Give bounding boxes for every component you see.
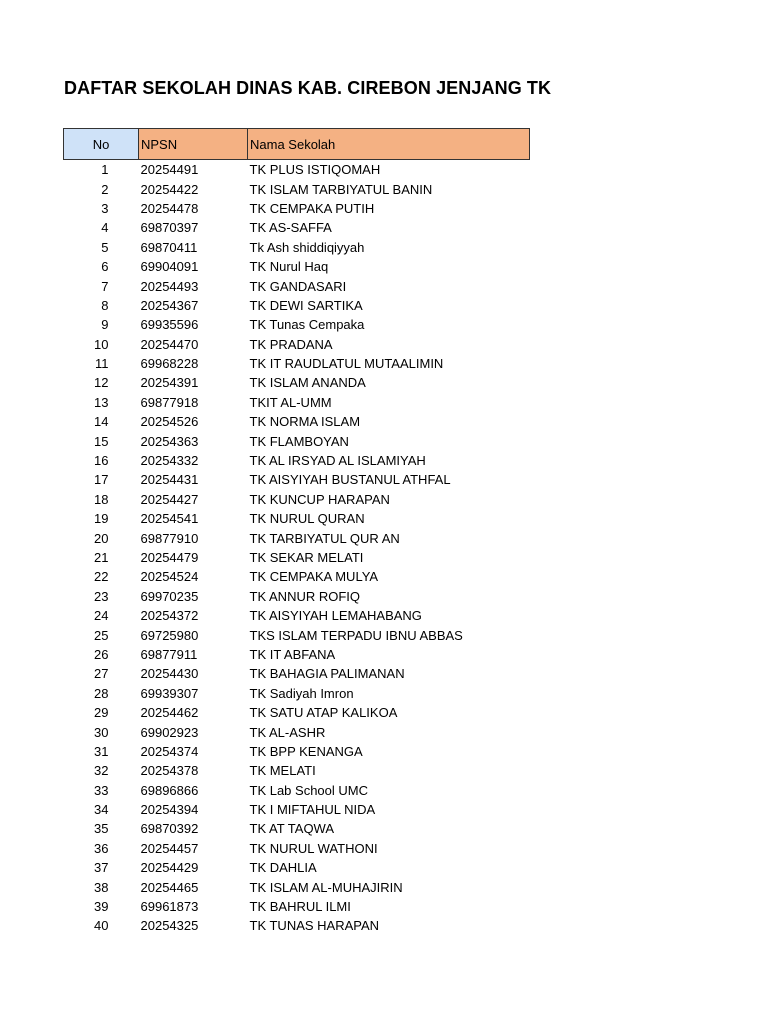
row-number: 30 <box>94 724 109 740</box>
row-number: 7 <box>101 278 109 294</box>
table-row <box>64 877 530 896</box>
school-table <box>63 128 530 936</box>
row-npsn: 69968228 <box>140 356 199 372</box>
table-row <box>64 839 530 858</box>
row-npsn: 69896866 <box>140 782 199 798</box>
row-number: 39 <box>94 899 109 915</box>
row-number: 34 <box>94 802 109 818</box>
row-school-name: TK PLUS ISTIQOMAH <box>249 162 381 178</box>
row-school-name: TK MELATI <box>249 763 316 779</box>
row-number: 6 <box>101 259 109 275</box>
row-number: 27 <box>94 666 109 682</box>
row-school-name: Tk Ash shiddiqiyyah <box>249 239 365 255</box>
row-school-name: TK NURUL QURAN <box>249 511 365 527</box>
row-npsn: 69870392 <box>140 821 199 837</box>
table-row <box>64 548 530 567</box>
row-number: 13 <box>94 394 109 410</box>
row-number: 23 <box>94 588 109 604</box>
table-row <box>64 761 530 780</box>
table-row <box>64 199 530 218</box>
row-npsn: 20254378 <box>140 763 199 779</box>
row-npsn: 69877918 <box>140 394 199 410</box>
row-school-name: TK KUNCUP HARAPAN <box>249 491 390 507</box>
table-row <box>64 645 530 664</box>
table-row <box>64 664 530 683</box>
row-school-name: TK NURUL WATHONI <box>249 840 378 856</box>
table-row <box>64 412 530 431</box>
row-school-name: TK ISLAM TARBIYATUL BANIN <box>249 181 433 197</box>
table-row <box>64 335 530 354</box>
row-number: 33 <box>94 782 109 798</box>
row-number: 12 <box>94 375 109 391</box>
table-row <box>64 373 530 392</box>
table-row <box>64 276 530 295</box>
row-npsn: 20254493 <box>140 278 199 294</box>
row-school-name: TK Sadiyah Imron <box>249 685 354 701</box>
row-npsn: 69961873 <box>140 899 199 915</box>
document-title: DAFTAR SEKOLAH DINAS KAB. CIREBON JENJANG TK <box>64 78 552 98</box>
row-school-name: TK AT TAQWA <box>249 821 335 837</box>
row-number: 40 <box>94 918 109 934</box>
row-number: 37 <box>94 860 109 876</box>
table-row <box>64 238 530 257</box>
table-row <box>64 218 530 237</box>
row-school-name: TKS ISLAM TERPADU IBNU ABBAS <box>249 627 463 643</box>
table-row <box>64 703 530 722</box>
row-npsn: 20254462 <box>140 705 199 721</box>
row-school-name: TK Nurul Haq <box>249 259 329 275</box>
header-row <box>64 129 530 160</box>
table-row <box>64 858 530 877</box>
row-number: 18 <box>94 491 109 507</box>
row-number: 9 <box>101 317 109 333</box>
row-npsn: 20254470 <box>140 336 199 352</box>
table-row <box>64 354 530 373</box>
row-npsn: 20254422 <box>140 181 199 197</box>
row-npsn: 69870397 <box>140 220 199 236</box>
header-no: No <box>64 129 139 160</box>
row-school-name: TK IT RAUDLATUL MUTAALIMIN <box>249 356 444 372</box>
row-school-name: TK BAHAGIA PALIMANAN <box>249 666 405 682</box>
row-school-name: TK CEMPAKA MULYA <box>249 569 379 585</box>
row-npsn: 69935596 <box>140 317 199 333</box>
row-number: 24 <box>94 608 109 624</box>
row-number: 2 <box>101 181 109 197</box>
row-npsn: 20254332 <box>140 453 199 469</box>
table-row <box>64 451 530 470</box>
row-school-name: TK DEWI SARTIKA <box>249 297 363 313</box>
row-number: 10 <box>94 336 109 352</box>
row-school-name: TK AISYIYAH LEMAHABANG <box>249 608 422 624</box>
row-school-name: TK ANNUR ROFIQ <box>249 588 361 604</box>
row-number: 35 <box>94 821 109 837</box>
row-school-name: TK Lab School UMC <box>249 782 368 798</box>
row-school-name: TK DAHLIA <box>249 860 317 876</box>
table-row <box>64 606 530 625</box>
row-school-name: TK I MIFTAHUL NIDA <box>249 802 376 818</box>
table-row <box>64 257 530 276</box>
row-npsn: 69870411 <box>140 239 198 255</box>
table-header <box>64 129 530 160</box>
table-row <box>64 490 530 509</box>
table-row <box>64 315 530 334</box>
table-row <box>64 722 530 741</box>
table-row <box>64 528 530 547</box>
row-number: 31 <box>94 743 109 759</box>
table-body <box>64 160 530 936</box>
row-number: 20 <box>94 530 109 546</box>
row-school-name: TK PRADANA <box>249 336 333 352</box>
row-npsn: 69970235 <box>140 588 199 604</box>
table-row <box>64 470 530 489</box>
table-row <box>64 684 530 703</box>
table-row <box>64 509 530 528</box>
row-npsn: 20254524 <box>140 569 199 585</box>
row-npsn: 20254431 <box>140 472 199 488</box>
row-number: 29 <box>94 705 109 721</box>
table-row <box>64 819 530 838</box>
row-number: 38 <box>94 879 109 895</box>
row-school-name: TK FLAMBOYAN <box>249 433 349 449</box>
row-school-name: TK NORMA ISLAM <box>249 414 361 430</box>
row-npsn: 20254491 <box>140 162 199 178</box>
table-row <box>64 587 530 606</box>
row-npsn: 20254391 <box>140 375 199 391</box>
table-row <box>64 916 530 935</box>
row-number: 26 <box>94 646 109 662</box>
row-number: 22 <box>94 569 109 585</box>
row-npsn: 20254325 <box>140 918 199 934</box>
row-number: 4 <box>101 220 109 236</box>
table-row <box>64 742 530 761</box>
row-npsn: 20254430 <box>140 666 199 682</box>
row-number: 36 <box>94 840 109 856</box>
row-number: 21 <box>94 550 109 565</box>
table-row <box>64 160 530 180</box>
row-school-name: TK IT ABFANA <box>249 646 336 662</box>
table-row <box>64 393 530 412</box>
row-npsn: 20254427 <box>140 491 199 507</box>
row-npsn: 20254429 <box>140 860 199 876</box>
table-row <box>64 296 530 315</box>
row-number: 1 <box>101 162 109 178</box>
header-npsn: NPSN <box>139 129 248 160</box>
row-school-name: TKIT AL-UMM <box>249 394 332 410</box>
row-school-name: TK AL IRSYAD AL ISLAMIYAH <box>249 453 426 469</box>
table-row <box>64 897 530 916</box>
row-npsn: 69902923 <box>140 724 199 740</box>
row-school-name: TK TARBIYATUL QUR AN <box>249 530 400 546</box>
row-school-name: TK ISLAM AL-MUHAJIRIN <box>249 879 403 895</box>
row-npsn: 69904091 <box>140 259 199 275</box>
row-number: 25 <box>94 627 109 643</box>
row-npsn: 20254372 <box>140 608 199 624</box>
row-npsn: 69877910 <box>140 530 199 546</box>
table-row <box>64 179 530 198</box>
row-number: 15 <box>94 433 109 449</box>
table-row <box>64 781 530 800</box>
row-number: 28 <box>94 685 109 701</box>
row-school-name: TK BAHRUL ILMI <box>249 899 351 915</box>
row-npsn: 20254374 <box>140 743 199 759</box>
row-number: 19 <box>94 511 109 527</box>
table-row <box>64 567 530 586</box>
row-npsn: 20254465 <box>140 879 199 895</box>
row-npsn: 20254394 <box>140 802 199 818</box>
table-row <box>64 800 530 819</box>
row-school-name: TK SEKAR MELATI <box>249 550 364 565</box>
row-number: 8 <box>101 297 109 313</box>
row-school-name: TK AS-SAFFA <box>249 220 332 236</box>
row-npsn: 20254526 <box>140 414 199 430</box>
row-school-name: TK Tunas Cempaka <box>249 317 365 333</box>
row-npsn: 69725980 <box>140 627 199 643</box>
row-npsn: 69939307 <box>140 685 199 701</box>
table-row <box>64 431 530 450</box>
row-school-name: TK AISYIYAH BUSTANUL ATHFAL <box>249 472 451 488</box>
row-npsn: 20254541 <box>140 511 199 527</box>
row-number: 32 <box>94 763 109 779</box>
row-number: 3 <box>101 200 109 216</box>
row-npsn: 20254478 <box>140 200 199 216</box>
row-npsn: 20254457 <box>140 840 199 856</box>
row-school-name: TK BPP KENANGA <box>249 743 363 759</box>
row-npsn: 20254367 <box>140 297 199 313</box>
row-school-name: TK CEMPAKA PUTIH <box>249 200 375 216</box>
row-npsn: 20254363 <box>140 433 199 449</box>
header-school-name: Nama Sekolah <box>248 129 530 160</box>
row-school-name: TK GANDASARI <box>249 278 347 294</box>
row-number: 17 <box>94 472 109 488</box>
table-row <box>64 625 530 644</box>
row-npsn: 69877911 <box>140 646 198 662</box>
row-number: 5 <box>101 239 109 255</box>
row-school-name: TK SATU ATAP KALIKOA <box>249 705 398 721</box>
row-school-name: TK AL-ASHR <box>249 724 326 740</box>
row-number: 11 <box>95 356 109 372</box>
row-school-name: TK ISLAM ANANDA <box>249 375 366 391</box>
row-school-name: TK TUNAS HARAPAN <box>249 918 380 934</box>
row-number: 16 <box>94 453 109 469</box>
row-npsn: 20254479 <box>140 550 199 565</box>
row-number: 14 <box>94 414 109 430</box>
